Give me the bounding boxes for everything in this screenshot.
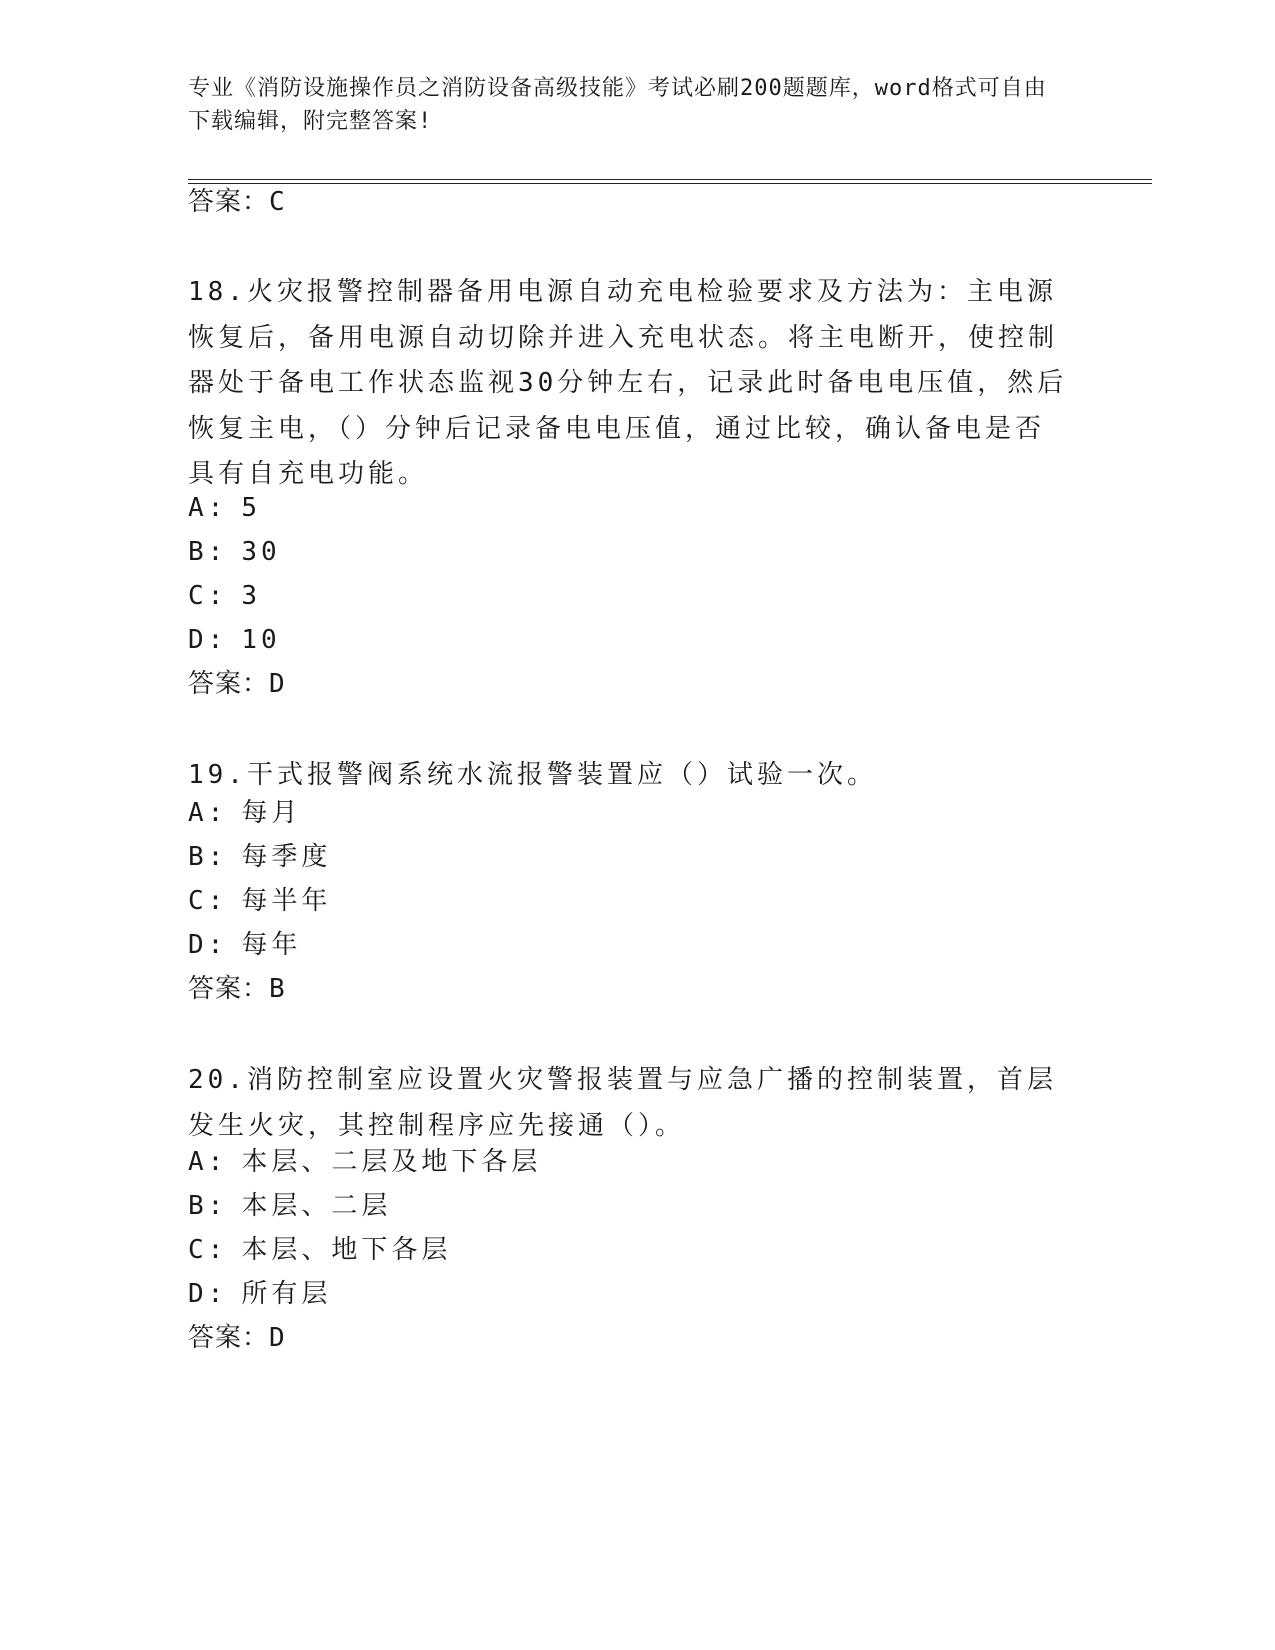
option-d bbox=[188, 1278, 331, 1310]
option-key: A: bbox=[188, 1147, 228, 1177]
option-c bbox=[188, 885, 331, 917]
option-c bbox=[188, 1234, 451, 1266]
previous-answer: 答案：C bbox=[188, 187, 286, 217]
question-20: 20.消防控制室应设置火灾警报装置与应急广播的控制装置，首层发生火灾，其控制程序应先接通（）。 bbox=[188, 1065, 1057, 1141]
option-d bbox=[188, 929, 301, 961]
option-text: 所有层 bbox=[241, 1279, 332, 1309]
option-text: 10 bbox=[241, 625, 281, 655]
option-text: 本层、二层及地下各层 bbox=[241, 1147, 542, 1177]
option-key: B: bbox=[188, 1191, 228, 1221]
option-key: C: bbox=[188, 581, 228, 611]
option-text: 本层、地下各层 bbox=[241, 1235, 452, 1265]
header-divider-bottom bbox=[188, 183, 1152, 184]
option-text: 每月 bbox=[241, 798, 302, 828]
option-a bbox=[188, 492, 261, 524]
option-b bbox=[188, 536, 281, 568]
option-key: C: bbox=[188, 1235, 228, 1265]
header-divider-top bbox=[188, 179, 1152, 180]
option-text: 3 bbox=[241, 581, 261, 611]
option-key: C: bbox=[188, 886, 228, 916]
option-d bbox=[188, 624, 281, 656]
option-key: A: bbox=[188, 798, 228, 828]
option-key: B: bbox=[188, 842, 228, 872]
option-c bbox=[188, 580, 261, 612]
answer-18: 答案：D bbox=[188, 669, 286, 699]
question-19: 19.干式报警阀系统水流报警装置应（）试验一次。 bbox=[188, 760, 877, 790]
option-text: 每季度 bbox=[241, 842, 332, 872]
option-text: 30 bbox=[241, 537, 281, 567]
option-key: B: bbox=[188, 537, 228, 567]
option-text: 本层、二层 bbox=[241, 1191, 392, 1221]
option-a bbox=[188, 797, 301, 829]
option-key: D: bbox=[188, 625, 228, 655]
option-text: 5 bbox=[241, 493, 261, 523]
option-a bbox=[188, 1146, 541, 1178]
option-text: 每半年 bbox=[241, 886, 332, 916]
option-key: A: bbox=[188, 493, 228, 523]
option-b bbox=[188, 1190, 391, 1222]
option-key: D: bbox=[188, 1279, 228, 1309]
option-text: 每年 bbox=[241, 930, 302, 960]
option-b bbox=[188, 841, 331, 873]
question-18: 18.火灾报警控制器备用电源自动充电检验要求及方法为：主电源恢复后，备用电源自动切除并进入充电状态。将主电断开，使控制器处于备电工作状态监视30分钟左右，记录此时备电电压值，然后恢复主电，（）分钟后记录备电电压值，通过比较，确认备电是否具有自充电功能。 bbox=[188, 277, 1068, 489]
answer-19: 答案：B bbox=[188, 974, 286, 1004]
document-header: 专业《消防设施操作员之消防设备高级技能》考试必刷200题题库，word格式可自由下载编辑，附完整答案! bbox=[188, 76, 1047, 134]
option-key: D: bbox=[188, 930, 228, 960]
answer-20: 答案：D bbox=[188, 1323, 286, 1353]
